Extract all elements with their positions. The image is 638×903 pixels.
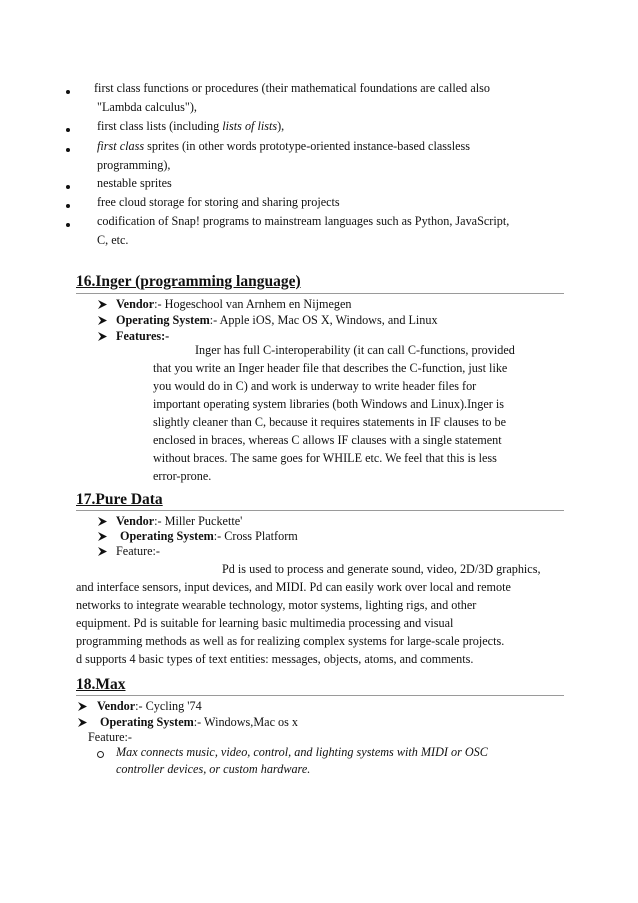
paragraph-line: Inger has full C-interoperability (it can call C-functions, provided bbox=[195, 343, 515, 357]
bullet-icon bbox=[66, 185, 70, 189]
bullet-icon bbox=[66, 128, 70, 132]
circle-bullet-icon bbox=[97, 751, 104, 758]
vendor-line: Vendor:- Miller Puckette' bbox=[116, 514, 243, 528]
paragraph-line: and interface sensors, input devices, and MIDI. Pd can easily work over local and remote bbox=[76, 580, 511, 594]
arrow-bullet-icon bbox=[97, 546, 108, 557]
bullet-icon bbox=[66, 223, 70, 227]
arrow-bullet-icon bbox=[77, 717, 88, 728]
heading-rule bbox=[76, 695, 564, 696]
features-label: Features:- bbox=[116, 329, 170, 343]
arrow-bullet-icon bbox=[97, 315, 108, 326]
list-item: first class sprites (in other words prototype-oriented instance-based classless bbox=[97, 139, 471, 153]
list-item: first class functions or procedures (their mathematical foundations are called also bbox=[94, 81, 490, 95]
arrow-bullet-icon bbox=[97, 531, 108, 542]
sub-item-line: Max connects music, video, control, and lighting systems with MIDI or OSC bbox=[116, 745, 488, 759]
heading-rule bbox=[76, 293, 564, 294]
paragraph-line: equipment. Pd is suitable for learning basic multimedia processing and visual bbox=[76, 616, 454, 630]
paragraph-line: important operating system libraries (both Windows and Linux).Inger is bbox=[153, 397, 504, 411]
vendor-line: Vendor:- Cycling '74 bbox=[97, 699, 202, 713]
paragraph-line: error-prone. bbox=[153, 469, 212, 483]
list-item: free cloud storage for storing and sharing projects bbox=[97, 195, 340, 209]
list-item: codification of Snap! programs to mainstream languages such as Python, JavaScript, bbox=[97, 214, 510, 228]
features-label: Feature:- bbox=[116, 544, 160, 558]
list-item: "Lambda calculus"), bbox=[97, 100, 197, 114]
arrow-bullet-icon bbox=[97, 299, 108, 310]
arrow-bullet-icon bbox=[97, 331, 108, 342]
paragraph-line: enclosed in braces, whereas C allows IF clauses with a single statement bbox=[153, 433, 502, 447]
paragraph-line: programming methods as well as for realizing complex systems for large-scale projects. bbox=[76, 634, 505, 648]
section-heading-18: 18.Max bbox=[76, 676, 126, 693]
paragraph-line: networks to integrate wearable technology, motor systems, lighting rigs, and other bbox=[76, 598, 477, 612]
section-heading-17: 17.Pure Data bbox=[76, 491, 163, 508]
vendor-line: Vendor:- Hogeschool van Arnhem en Nijmegen bbox=[116, 297, 352, 311]
paragraph-line: d supports 4 basic types of text entities: messages, objects, atoms, and comments. bbox=[76, 652, 474, 666]
heading-rule bbox=[76, 510, 564, 511]
list-item: first class lists (including lists of lists), bbox=[97, 119, 285, 133]
paragraph-line: Pd is used to process and generate sound, video, 2D/3D graphics, bbox=[222, 562, 541, 576]
paragraph-line: without braces. The same goes for WHILE etc. We feel that this is less bbox=[153, 451, 497, 465]
paragraph-line: slightly cleaner than C, because it requires statements in IF clauses to be bbox=[153, 415, 506, 429]
os-line: Operating System:- Windows,Mac os x bbox=[100, 715, 299, 729]
os-line: Operating System:- Cross Platform bbox=[120, 529, 298, 543]
bullet-icon bbox=[66, 204, 70, 208]
arrow-bullet-icon bbox=[97, 516, 108, 527]
paragraph-line: you would do in C) and work is underway to write header files for bbox=[153, 379, 477, 393]
list-item: programming), bbox=[97, 158, 171, 172]
os-line: Operating System:- Apple iOS, Mac OS X, Windows, and Linux bbox=[116, 313, 438, 327]
section-heading-16: 16.Inger (programming language) bbox=[76, 273, 301, 290]
arrow-bullet-icon bbox=[77, 701, 88, 712]
features-label: Feature:- bbox=[88, 730, 132, 744]
paragraph-line: that you write an Inger header file that describes the C-function, just like bbox=[153, 361, 508, 375]
bullet-icon bbox=[66, 90, 70, 94]
list-item: C, etc. bbox=[97, 233, 129, 247]
sub-item-line: controller devices, or custom hardware. bbox=[116, 762, 311, 776]
bullet-icon bbox=[66, 148, 70, 152]
list-item: nestable sprites bbox=[97, 176, 172, 190]
